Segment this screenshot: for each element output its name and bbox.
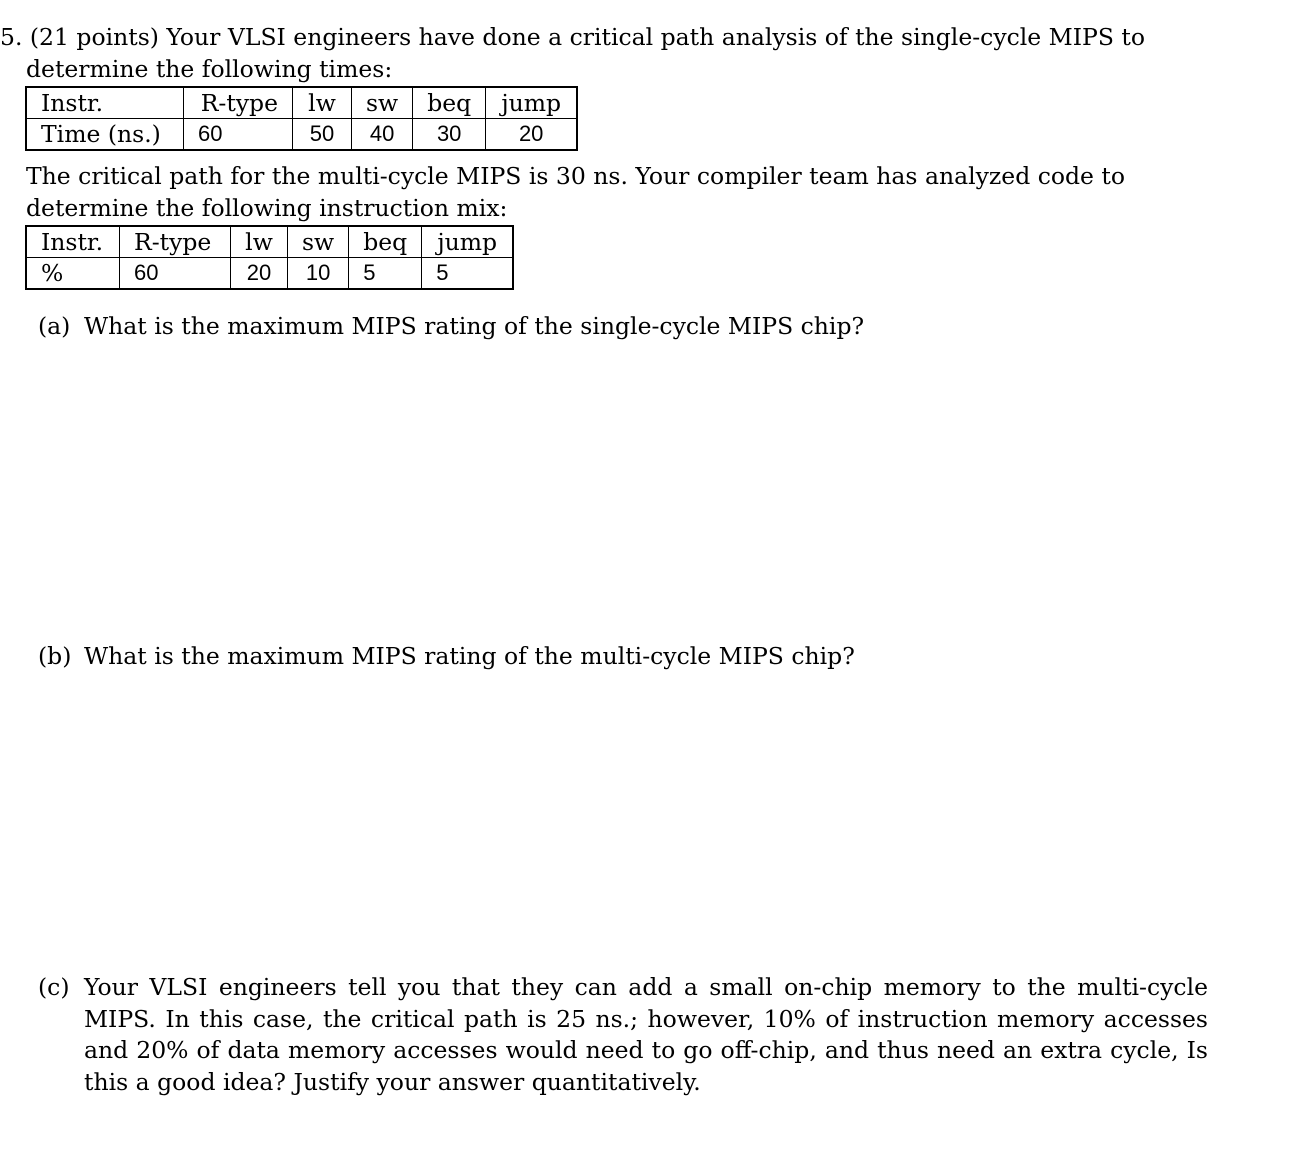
problem-middle-text: The critical path for the multi-cycle MIPS is 30 ns. Your compiler team has analyzed code to determine the following instruction mix:: [26, 162, 1126, 222]
problem-middle: [26, 161, 1216, 224]
question-a-label: (a): [38, 312, 71, 340]
times-table-value-row: [26, 119, 577, 151]
times-header-instr: Instr.: [26, 87, 184, 119]
times-value-jump: 20: [486, 119, 578, 151]
mix-header-jump: jump: [422, 226, 514, 258]
times-row-label: Time (ns.): [26, 119, 184, 151]
mix-header-lw: lw: [231, 226, 288, 258]
times-value-sw: 40: [352, 119, 413, 151]
times-value-rtype: 60: [184, 119, 293, 151]
mix-value-rtype: 60: [120, 258, 231, 290]
mix-value-sw: 10: [288, 258, 349, 290]
times-table-header-row: [26, 87, 577, 119]
mix-header-instr: Instr.: [26, 226, 120, 258]
times-header-lw: lw: [293, 87, 352, 119]
question-a: [38, 311, 1218, 343]
question-c: [38, 972, 1208, 1098]
mix-table-value-row: [26, 258, 513, 290]
question-c-label: (c): [38, 973, 70, 1001]
mix-table: [25, 225, 514, 290]
times-header-rtype: R-type: [184, 87, 293, 119]
problem-intro-text: 5. (21 points) Your VLSI engineers have done a critical path analysis of the single-cycle MIPS to determine the following times:: [0, 23, 1145, 83]
mix-value-beq: 5: [349, 258, 422, 290]
times-header-sw: sw: [352, 87, 413, 119]
problem-intro: [0, 22, 1242, 85]
question-c-text: Your VLSI engineers tell you that they can add a small on-chip memory to the multi-cycle MIPS. In this case, the critical path is 25 ns.; however, 10% of instruction memory accesses and 20% of data memory accesses would need to go off-chip, and thus need an extra cycle, Is this a good idea? Justify your answer quantitatively.: [84, 973, 1208, 1096]
times-table: [25, 86, 578, 151]
mix-header-sw: sw: [288, 226, 349, 258]
times-value-lw: 50: [293, 119, 352, 151]
question-b-label: (b): [38, 642, 72, 670]
mix-header-beq: beq: [349, 226, 422, 258]
mix-value-jump: 5: [422, 258, 514, 290]
question-b-text: What is the maximum MIPS rating of the multi-cycle MIPS chip?: [84, 642, 855, 670]
times-value-beq: 30: [413, 119, 486, 151]
mix-row-label: %: [26, 258, 120, 290]
times-header-jump: jump: [486, 87, 578, 119]
question-b: [38, 641, 1218, 673]
mix-value-lw: 20: [231, 258, 288, 290]
times-header-beq: beq: [413, 87, 486, 119]
mix-table-header-row: [26, 226, 513, 258]
mix-header-rtype: R-type: [120, 226, 231, 258]
question-a-text: What is the maximum MIPS rating of the single-cycle MIPS chip?: [84, 312, 865, 340]
